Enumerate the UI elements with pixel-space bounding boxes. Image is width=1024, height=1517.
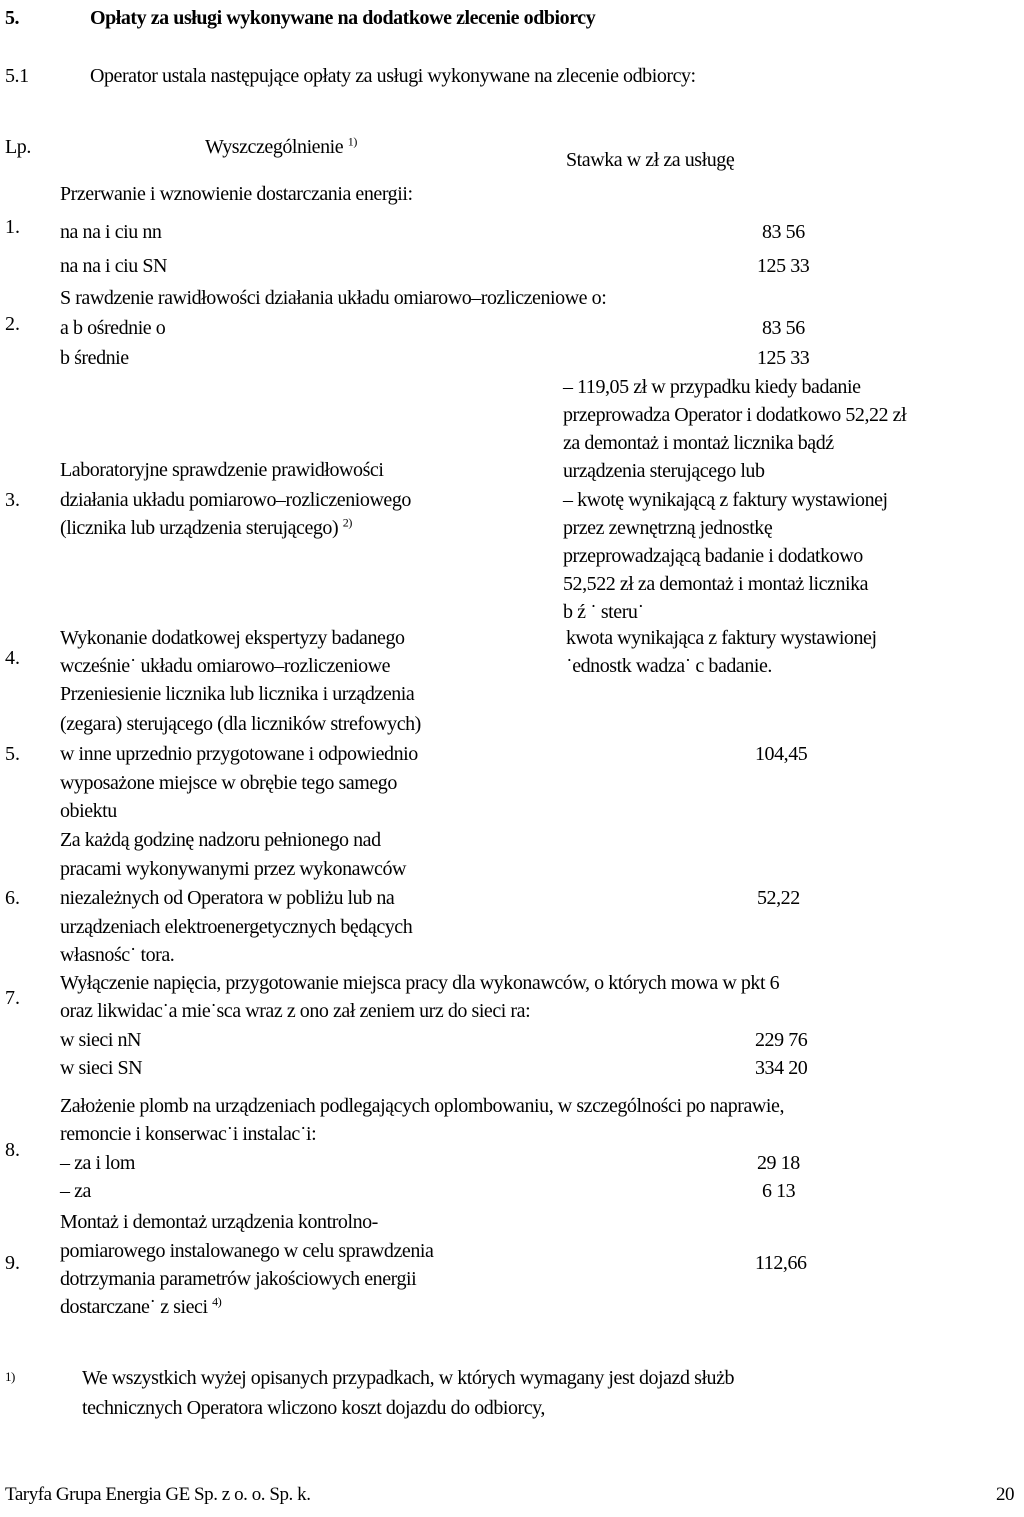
- row-number: 3.: [5, 489, 20, 511]
- row-description: dostarczane˙ z sieci $^{4)}$: [60, 1294, 222, 1318]
- column-header-rate: Stawka w zł za usługę: [566, 149, 735, 171]
- row-heading: remoncie i konserwac˙i instalac˙i:: [60, 1123, 317, 1145]
- row-description: – za i lom: [60, 1152, 135, 1174]
- row-description: urządzeniach elektroenergetycznych będących: [60, 916, 413, 938]
- row-number: 7.: [5, 987, 20, 1009]
- subsection-number: 5.1: [5, 65, 29, 87]
- row-number: 6.: [5, 887, 20, 909]
- row-description: w sieci nN: [60, 1029, 142, 1051]
- row-description: dotrzymania parametrów jakościowych energii: [60, 1268, 417, 1290]
- row-rate: 52,22: [757, 887, 800, 909]
- row-rate-line: b ź ˙ steru˙: [563, 601, 644, 623]
- row-description: Laboratoryjne sprawdzenie prawidłowości: [60, 459, 384, 481]
- row-number: 8.: [5, 1139, 20, 1161]
- row-description: Za każdą godzinę nadzoru pełnionego nad: [60, 829, 381, 851]
- footnote-text: We wszystkich wyżej opisanych przypadkach, w których wymagany jest dojazd służb: [82, 1367, 735, 1389]
- page-number: 20: [996, 1484, 1015, 1505]
- row-number: 9.: [5, 1252, 20, 1274]
- row-rate-line: za demontaż i montaż licznika bądź: [563, 432, 834, 454]
- row-rate-line: przez zewnętrzną jednostkę: [563, 517, 773, 539]
- row-description: Przeniesienie licznika lub licznika i urządzenia: [60, 683, 415, 705]
- row-description: pomiarowego instalowanego w celu sprawdzenia: [60, 1240, 434, 1262]
- footnote-ref: 1): [347, 134, 357, 149]
- row-rate-line: – kwotę wynikającą z faktury wystawionej: [563, 489, 888, 511]
- footnote-ref: 2): [342, 515, 352, 530]
- row-rate-line: – 119,05 zł w przypadku kiedy badanie: [563, 376, 861, 398]
- row-rate: 125 33: [757, 347, 810, 369]
- row-heading: Wyłączenie napięcia, przygotowanie miejsca pracy dla wykonawców, o których mowa w pkt 6: [60, 972, 780, 994]
- row-description: wcześnie˙ układu omiarowo–rozliczeniowe: [60, 655, 391, 677]
- row-description: obiektu: [60, 800, 117, 822]
- row-description: S rawdzenie rawidłowości działania układu omiarowo–rozliczeniowe o:: [60, 287, 607, 309]
- row-description: b średnie: [60, 347, 129, 369]
- row-number: 4.: [5, 647, 20, 669]
- row-rate: 125 33: [757, 255, 810, 277]
- footnote-ref: 4): [212, 1294, 222, 1309]
- row-rate: 6 13: [762, 1180, 796, 1202]
- subsection-text: Operator ustala następujące opłaty za usługi wykonywane na zlecenie odbiorcy:: [90, 65, 696, 87]
- row-description: w sieci SN: [60, 1057, 143, 1079]
- row-description: na na i ciu nn: [60, 221, 162, 243]
- section-number: 5.: [5, 7, 20, 29]
- row-rate: 112,66: [755, 1252, 807, 1274]
- row-rate-line: przeprowadza Operator i dodatkowo 52,22 zł: [563, 404, 907, 426]
- row-heading: Założenie plomb na urządzeniach podlegających oplombowaniu, w szczególności po naprawie,: [60, 1095, 784, 1117]
- row-rate: 83 56: [762, 221, 805, 243]
- row-number: 5.: [5, 743, 20, 765]
- section-title: Opłaty za usługi wykonywane na dodatkowe zlecenie odbiorcy: [90, 7, 596, 29]
- column-header-lp: Lp.: [5, 136, 31, 158]
- row-rate: 29 18: [757, 1152, 800, 1174]
- row-description: na na i ciu SN: [60, 255, 168, 277]
- row-rate-line: urządzenia sterującego lub: [563, 460, 765, 482]
- row-rate-line: kwota wynikająca z faktury wystawionej: [566, 627, 877, 649]
- row-rate: 83 56: [762, 317, 805, 339]
- row-description: działania układu pomiarowo–rozliczeniowego: [60, 489, 411, 511]
- row-description: Przerwanie i wznowienie dostarczania energii:: [60, 183, 413, 205]
- column-header-description: Wyszczególnienie $^{1)}$: [205, 134, 357, 158]
- row-description: niezależnych od Operatora w pobliżu lub na: [60, 887, 395, 909]
- row-rate: 104,45: [755, 743, 808, 765]
- row-description: Montaż i demontaż urządzenia kontrolno-: [60, 1211, 378, 1233]
- row-description: (zegara) sterującego (dla liczników strefowych): [60, 713, 421, 735]
- row-heading: oraz likwidac˙a mie˙sca wraz z ono zał zeniem urz do sieci ra:: [60, 1000, 531, 1022]
- row-rate-line: przeprowadzającą badanie i dodatkowo: [563, 545, 863, 567]
- row-description: pracami wykonywanymi przez wykonawców: [60, 858, 407, 880]
- row-number: 2.: [5, 313, 20, 335]
- footnote-marker: 1): [5, 1369, 15, 1384]
- row-description: – za: [60, 1180, 91, 1202]
- footer-document-name: Taryfa Grupa Energia GE Sp. z o. o. Sp. k.: [5, 1484, 311, 1505]
- row-rate: 229 76: [755, 1029, 808, 1051]
- row-number: 1.: [5, 216, 20, 238]
- row-description: wyposażone miejsce w obrębie tego samego: [60, 772, 397, 794]
- row-rate-line: ˙ednostk wadza˙ c badanie.: [566, 655, 772, 677]
- row-description: (licznika lub urządzenia sterującego) $^{2)}$: [60, 515, 352, 539]
- row-description: a b ośrednie o: [60, 317, 166, 339]
- row-description: własnośc˙ tora.: [60, 944, 175, 966]
- row-rate: 334 20: [755, 1057, 808, 1079]
- footnote-text: technicznych Operatora wliczono koszt dojazdu do odbiorcy,: [82, 1397, 545, 1419]
- row-description: w inne uprzednio przygotowane i odpowiednio: [60, 743, 418, 765]
- row-rate-line: 52,522 zł za demontaż i montaż licznika: [563, 573, 869, 595]
- row-description: Wykonanie dodatkowej ekspertyzy badanego: [60, 627, 405, 649]
